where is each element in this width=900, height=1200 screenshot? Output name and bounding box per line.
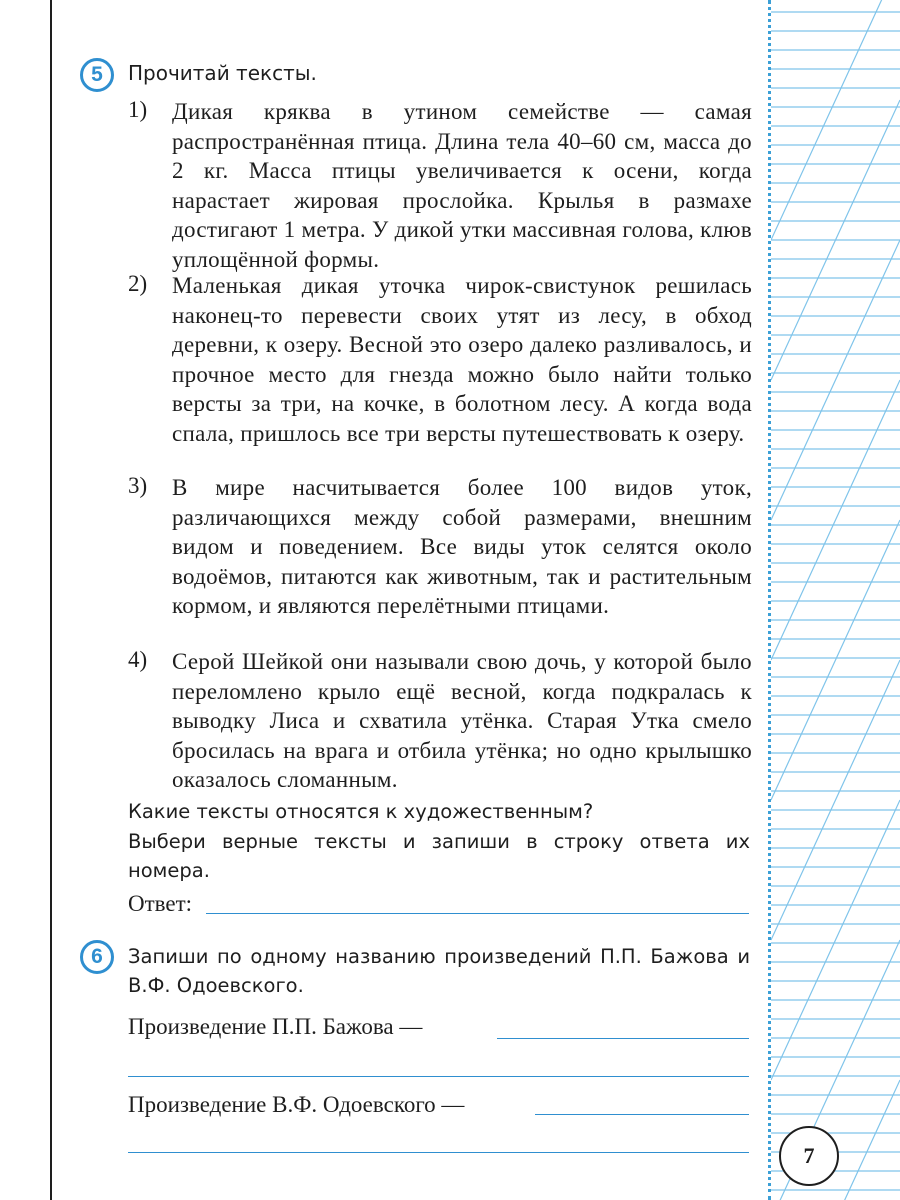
item-number-4: 4) xyxy=(128,647,148,672)
left-margin-rule xyxy=(50,0,52,1200)
task-5-instruction: Выбери верные тексты и запиши в строку ответа их номера. xyxy=(128,830,750,882)
task-number-badge-6: 6 xyxy=(80,940,114,974)
bazhov-work-label: Произведение П.П. Бажова — xyxy=(128,1014,423,1039)
item-text-3: В мире насчитывается более 100 видов уток, различающихся между собой размерами, внешним видом и поведением. Все виды уток селятся около водоёмов, питаются как животным, так и растительным кормом, и являются перелётными птицами. xyxy=(172,475,752,618)
item-number-3: 3) xyxy=(128,473,148,498)
item-text-2: Маленькая дикая уточка чирок-свистунок решилась наконец-то перевести своих утят из лесу, в обход деревни, к озеру. Весной это озеро далеко разливалось, и прочное место для гнезда можно было найти только версты за три, на кочке, в болотном лесу. А когда вода спала, пришлось все три версты путешествовать к озеру. xyxy=(172,273,752,446)
bazhov-answer-line-extra[interactable] xyxy=(128,1076,749,1077)
odoevsky-work-label: Произведение В.Ф. Одоевского — xyxy=(128,1092,465,1117)
item-text-1: Дикая кряква в утином семействе — самая распространённая птица. Длина тела 40–60 см, масса до 2 кг. Масса птицы увеличивается к осени, когда нарастает жировая прослойка. Крылья в размахе достигают 1 метра. У дикой утки массивная голова, клюв уплощённой формы. xyxy=(172,99,752,272)
task-number-badge-5: 5 xyxy=(80,58,114,92)
answer-line[interactable] xyxy=(206,913,749,914)
task-6-prompt: Запиши по одному названию произведений П.П. Бажова и В.Ф. Одоевского. xyxy=(128,945,750,997)
bazhov-answer-line[interactable] xyxy=(497,1038,749,1039)
answer-label: Ответ: xyxy=(128,891,193,916)
item-number-2: 2) xyxy=(128,271,148,296)
page-number: 7 xyxy=(779,1126,839,1186)
task-5-title: Прочитай тексты. xyxy=(128,61,317,85)
lined-margin xyxy=(771,0,900,1200)
item-text-4: Серой Шейкой они называли свою дочь, у которой было переломлено крыло ещё весной, когда подкралась к выводку Лиса и схватила утёнка. Старая Утка смело бросилась на врага и отбила утёнка; но одно крылышко оказалось сломанным. xyxy=(172,649,752,792)
odoevsky-answer-line[interactable] xyxy=(535,1114,749,1115)
item-number-1: 1) xyxy=(128,97,148,122)
task-5-question: Какие тексты относятся к художественным? xyxy=(128,800,594,823)
odoevsky-answer-line-extra[interactable] xyxy=(128,1152,749,1153)
